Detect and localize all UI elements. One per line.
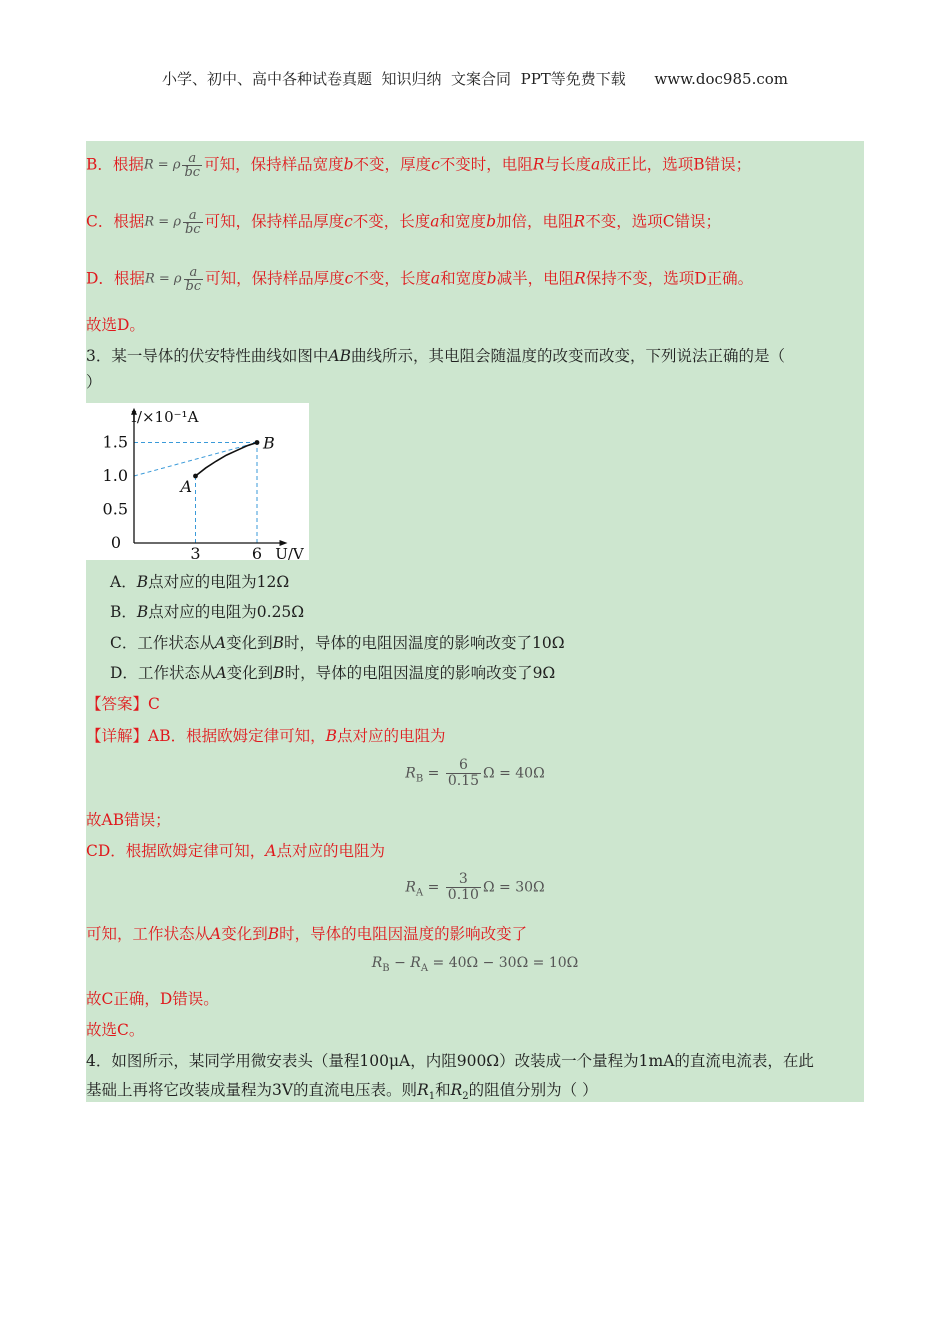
y-tick-label-1: 0.5	[102, 499, 128, 519]
q3-stem: 3．某一导体的伏安特性曲线如图中AB曲线所示，其电阻会随温度的改变而改变，下列说法正确的是（	[86, 347, 785, 365]
q3-change-statement: 可知，工作状态从A变化到B时，导体的电阻因温度的影响改变了	[86, 925, 528, 943]
point-label-b: B	[263, 433, 275, 453]
iv-chart-container	[86, 403, 309, 560]
q3-ab-wrong: 故AB错误；	[86, 811, 171, 829]
q3-option-c: C．工作状态从A变化到B时，导体的电阻因温度的影响改变了10Ω	[110, 634, 565, 652]
page-header: 小学、初中、高中各种试卷真题 知识归纳 文案合同 PPT等免费下载 www.doc985.com	[161, 70, 788, 88]
y-tick-label-2: 1.0	[102, 466, 128, 485]
origin-label: 0	[110, 533, 122, 552]
solution-option-c: C．根据R = ρ $\frac{a}{bc}$ 可知，保持样品厚度c不变，长度a和宽度b加倍，电阻R不变，选项C错误；	[86, 208, 722, 237]
q3-option-b: B．B点对应的电阻为0.25Ω	[110, 603, 305, 621]
q3-detail-ab: 【详解】AB．根据欧姆定律可知，B点对应的电阻为	[86, 727, 446, 745]
point-b	[255, 440, 260, 445]
solution-option-d: D．根据R = ρ $\frac{a}{bc}$ 可知，保持样品厚度c不变，长度a和宽度b减半，电阻R保持不变，选项D正确。	[86, 265, 754, 294]
point-label-a: A	[180, 477, 193, 496]
solution-option-b: B．根据R = ρ $\frac{a}{bc}$ 可知，保持样品宽度b不变，厚度c不变时，电阻R与长度a成正比，选项B错误；	[86, 151, 752, 180]
equation-ra: $R_A$ = $\frac{3}{0.10}$ Ω = 30Ω	[405, 871, 545, 903]
equation-rb: $R_B$ = $\frac{6}{0.15}$ Ω = 40Ω	[405, 757, 545, 789]
q3-option-a: A．B点对应的电阻为12Ω	[110, 573, 290, 591]
iv-chart	[86, 403, 309, 560]
q3-conclusion: 故选C。	[86, 1021, 145, 1039]
iv-curve	[196, 443, 258, 477]
q4-stem-line1: 4．如图所示，某同学用微安表头（量程100μA，内阻900Ω）改装成一个量程为1mA的直流电流表，在此	[86, 1052, 814, 1070]
equation-diff: $R_B - R_A = 40\Omega - 30\Omega = 10\Omega$	[371, 955, 579, 974]
q3-detail-cd: CD．根据欧姆定律可知，A点对应的电阻为	[86, 842, 386, 860]
q3-answer: 【答案】C	[86, 695, 160, 713]
q4-stem-line2: 基础上再将它改装成量程为3V的直流电压表。则$R_1$和$R_2$的阻值分别为（ ）	[86, 1081, 598, 1103]
x-tick-label-0: 3	[190, 544, 201, 560]
x-axis-label: U/V	[275, 545, 304, 560]
y-tick-label-3: 1.5	[102, 432, 128, 452]
solution-conclusion: 故选D。	[86, 316, 145, 334]
point-a	[193, 474, 198, 479]
q3-stem-cont: ）	[86, 373, 102, 391]
guide-line-3	[134, 443, 257, 477]
q3-cd-judge: 故C正确，D错误。	[86, 990, 219, 1008]
x-tick-label-1: 6	[251, 544, 263, 560]
y-axis-label: I/×10⁻¹A	[131, 408, 199, 426]
q3-option-d: D．工作状态从A变化到B时，导体的电阻因温度的影响改变了9Ω	[110, 664, 556, 682]
